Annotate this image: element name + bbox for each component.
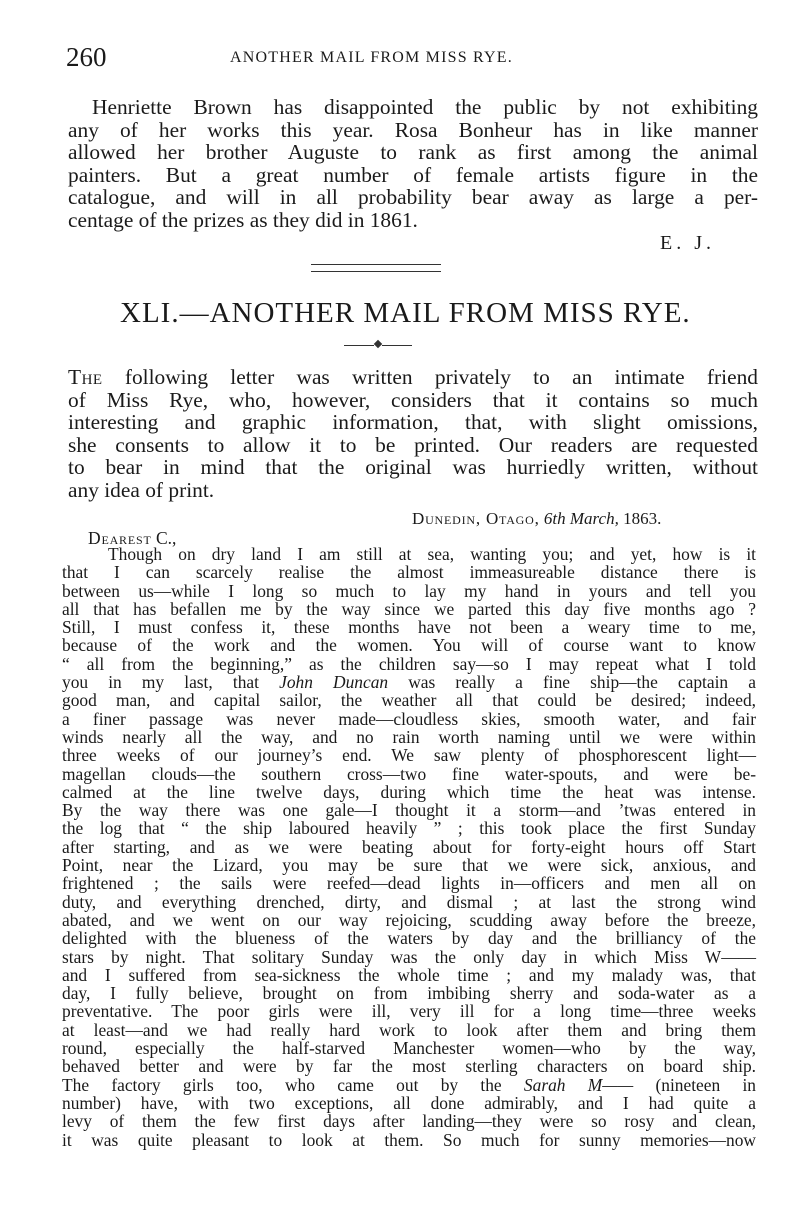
- text-line: a finer passage was never made—cloudless skies, smooth water, and fair: [62, 708, 756, 729]
- text-line: she consents to allow it to be printed. Our readers are requested: [68, 432, 758, 457]
- text-line: centage of the prizes as they did in 1861.: [68, 207, 418, 232]
- text-line: [62, 673, 756, 691]
- text-line: between us—while I long so much to lay my hand in yours and tell you: [62, 580, 756, 601]
- text-line: Henriette Brown has disappointed the public by not exhibiting: [92, 95, 758, 119]
- ship-name: Sarah M——: [523, 1074, 634, 1095]
- text-line: the log that “ the ship laboured heavily ” ; this took place the first Sunday: [62, 818, 756, 839]
- text-line: because of the work and the women. You will of course want to know: [62, 635, 756, 656]
- diamond-icon: [374, 340, 382, 348]
- text-line: round, especially the half-starved Manchester women—who by the way,: [62, 1038, 756, 1059]
- text-line: duty, and everything drenched, dirty, and dismal ; at last the strong wind: [62, 891, 756, 912]
- text-line: abated, and we went on our way rejoicing, scudding away before the breeze,: [62, 909, 756, 930]
- text-line: good man, and capital sailor, the weather all that could be desired; indeed,: [62, 690, 756, 711]
- text-run: was really a fine ship—the captain a: [388, 672, 756, 693]
- text-line: to bear in mind that the original was hurriedly written, without: [68, 455, 758, 480]
- text-line: three weeks of our journey’s end. We saw plenty of phosphorescent light—: [62, 745, 756, 766]
- text-line: magellan clouds—the southern cross—two fine water-spouts, and were be-: [62, 763, 756, 784]
- ornament-line: [382, 345, 412, 346]
- dateline-date: 6th March,: [543, 509, 619, 528]
- author-signature: E. J.: [660, 232, 715, 254]
- text-line: at least—and we had really hard work to look after them and bring them: [62, 1019, 756, 1040]
- salutation-rest: C.,: [151, 528, 177, 548]
- text-line: of Miss Rye, who, however, considers that it contains so much: [68, 387, 758, 412]
- text-line: Though on dry land I am still at sea, wanting you; and yet, how is it: [108, 544, 756, 564]
- text-line: any of her works this year. Rosa Bonheur has in like manner: [68, 117, 758, 142]
- running-title: ANOTHER MAIL FROM MISS RYE.: [230, 49, 513, 66]
- text-line: [62, 1076, 756, 1094]
- text-line: levy of them the few first days after landing—they were so rosy and clean,: [62, 1111, 756, 1132]
- text-line: winds nearly all the way, and no rain worth naming until we were within: [62, 726, 756, 747]
- text-line: “ all from the beginning,” as the children say—so I may repeat what I told: [62, 653, 756, 674]
- text-run: The factory girls too, who came out by the: [62, 1074, 524, 1095]
- salutation-word: Dearest: [88, 528, 152, 548]
- text-line: it was quite pleasant to look at them. So much for sunny memories—now: [62, 1129, 756, 1150]
- article-heading: XLI.—ANOTHER MAIL FROM MISS RYE.: [120, 297, 691, 329]
- text-line: and I suffered from sea-sickness the whole time ; and my malady was, that: [62, 964, 756, 985]
- letter-dateline: [412, 508, 661, 530]
- ship-name: John Duncan: [279, 672, 389, 693]
- text-line: Point, near the Lizard, you may be sure that we were sick, anxious, and: [62, 855, 756, 876]
- opening-word: The: [68, 365, 103, 389]
- text-run: (nineteen in: [633, 1074, 757, 1095]
- previous-article-closing-paragraph: [68, 96, 758, 232]
- text-line: behaved better and were by far the most sterling characters on board ship.: [62, 1056, 756, 1077]
- editorial-introduction: [68, 366, 758, 502]
- text-line: frightened ; the sails were reefed—dead lights in—officers and men all on: [62, 873, 756, 894]
- text-line: day, I fully believe, brought on from imbibing sherry and soda-water as a: [62, 983, 756, 1004]
- text-line: Still, I must confess it, these months have not been a weary time to me,: [62, 617, 756, 638]
- text-line: [68, 366, 758, 389]
- letter-body: [62, 545, 756, 1149]
- text-line: interesting and graphic information, that, with slight omissions,: [68, 410, 758, 435]
- text-line: delighted with the blueness of the waters by day and the brilliancy of the: [62, 928, 756, 949]
- section-divider-rule: [311, 264, 441, 272]
- text-line: all that has befallen me by the way since we parted this day five months ago ?: [62, 598, 756, 619]
- ornament-line: [344, 345, 374, 346]
- text-run: following letter was written privately to an intimate friend: [102, 365, 758, 389]
- page-number: 260: [66, 42, 107, 72]
- text-line: allowed her brother Auguste to rank as first among the animal: [68, 140, 758, 165]
- text-line: painters. But a great number of female artists figure in the: [68, 162, 758, 187]
- dateline-year: 1863.: [618, 509, 662, 528]
- running-header: [66, 40, 756, 74]
- text-line: that I can scarcely realise the almost immeasureable distance there is: [62, 562, 756, 583]
- text-line: preventative. The poor girls were ill, very ill for a long time—three weeks: [62, 1001, 756, 1022]
- text-line: calmed at the line twelve days, during which time the heat was intense.: [62, 781, 756, 802]
- text-line: any idea of print.: [68, 477, 215, 502]
- text-run: you in my last, that: [62, 672, 280, 693]
- text-line: By the way there was one gale—I thought it a storm—and ’twas entered in: [62, 800, 756, 821]
- text-line: number) have, with two exceptions, all done admirably, and I had quite a: [62, 1092, 756, 1113]
- text-line: catalogue, and will in all probability bear away as large a per-: [68, 185, 758, 210]
- text-line: stars by night. That solitary Sunday was the only day in which Miss W——: [62, 946, 756, 967]
- dateline-place: Dunedin, Otago,: [412, 509, 540, 528]
- text-line: after starting, and as we were beating about for forty-eight hours off Start: [62, 836, 756, 857]
- heading-ornament: [344, 340, 412, 350]
